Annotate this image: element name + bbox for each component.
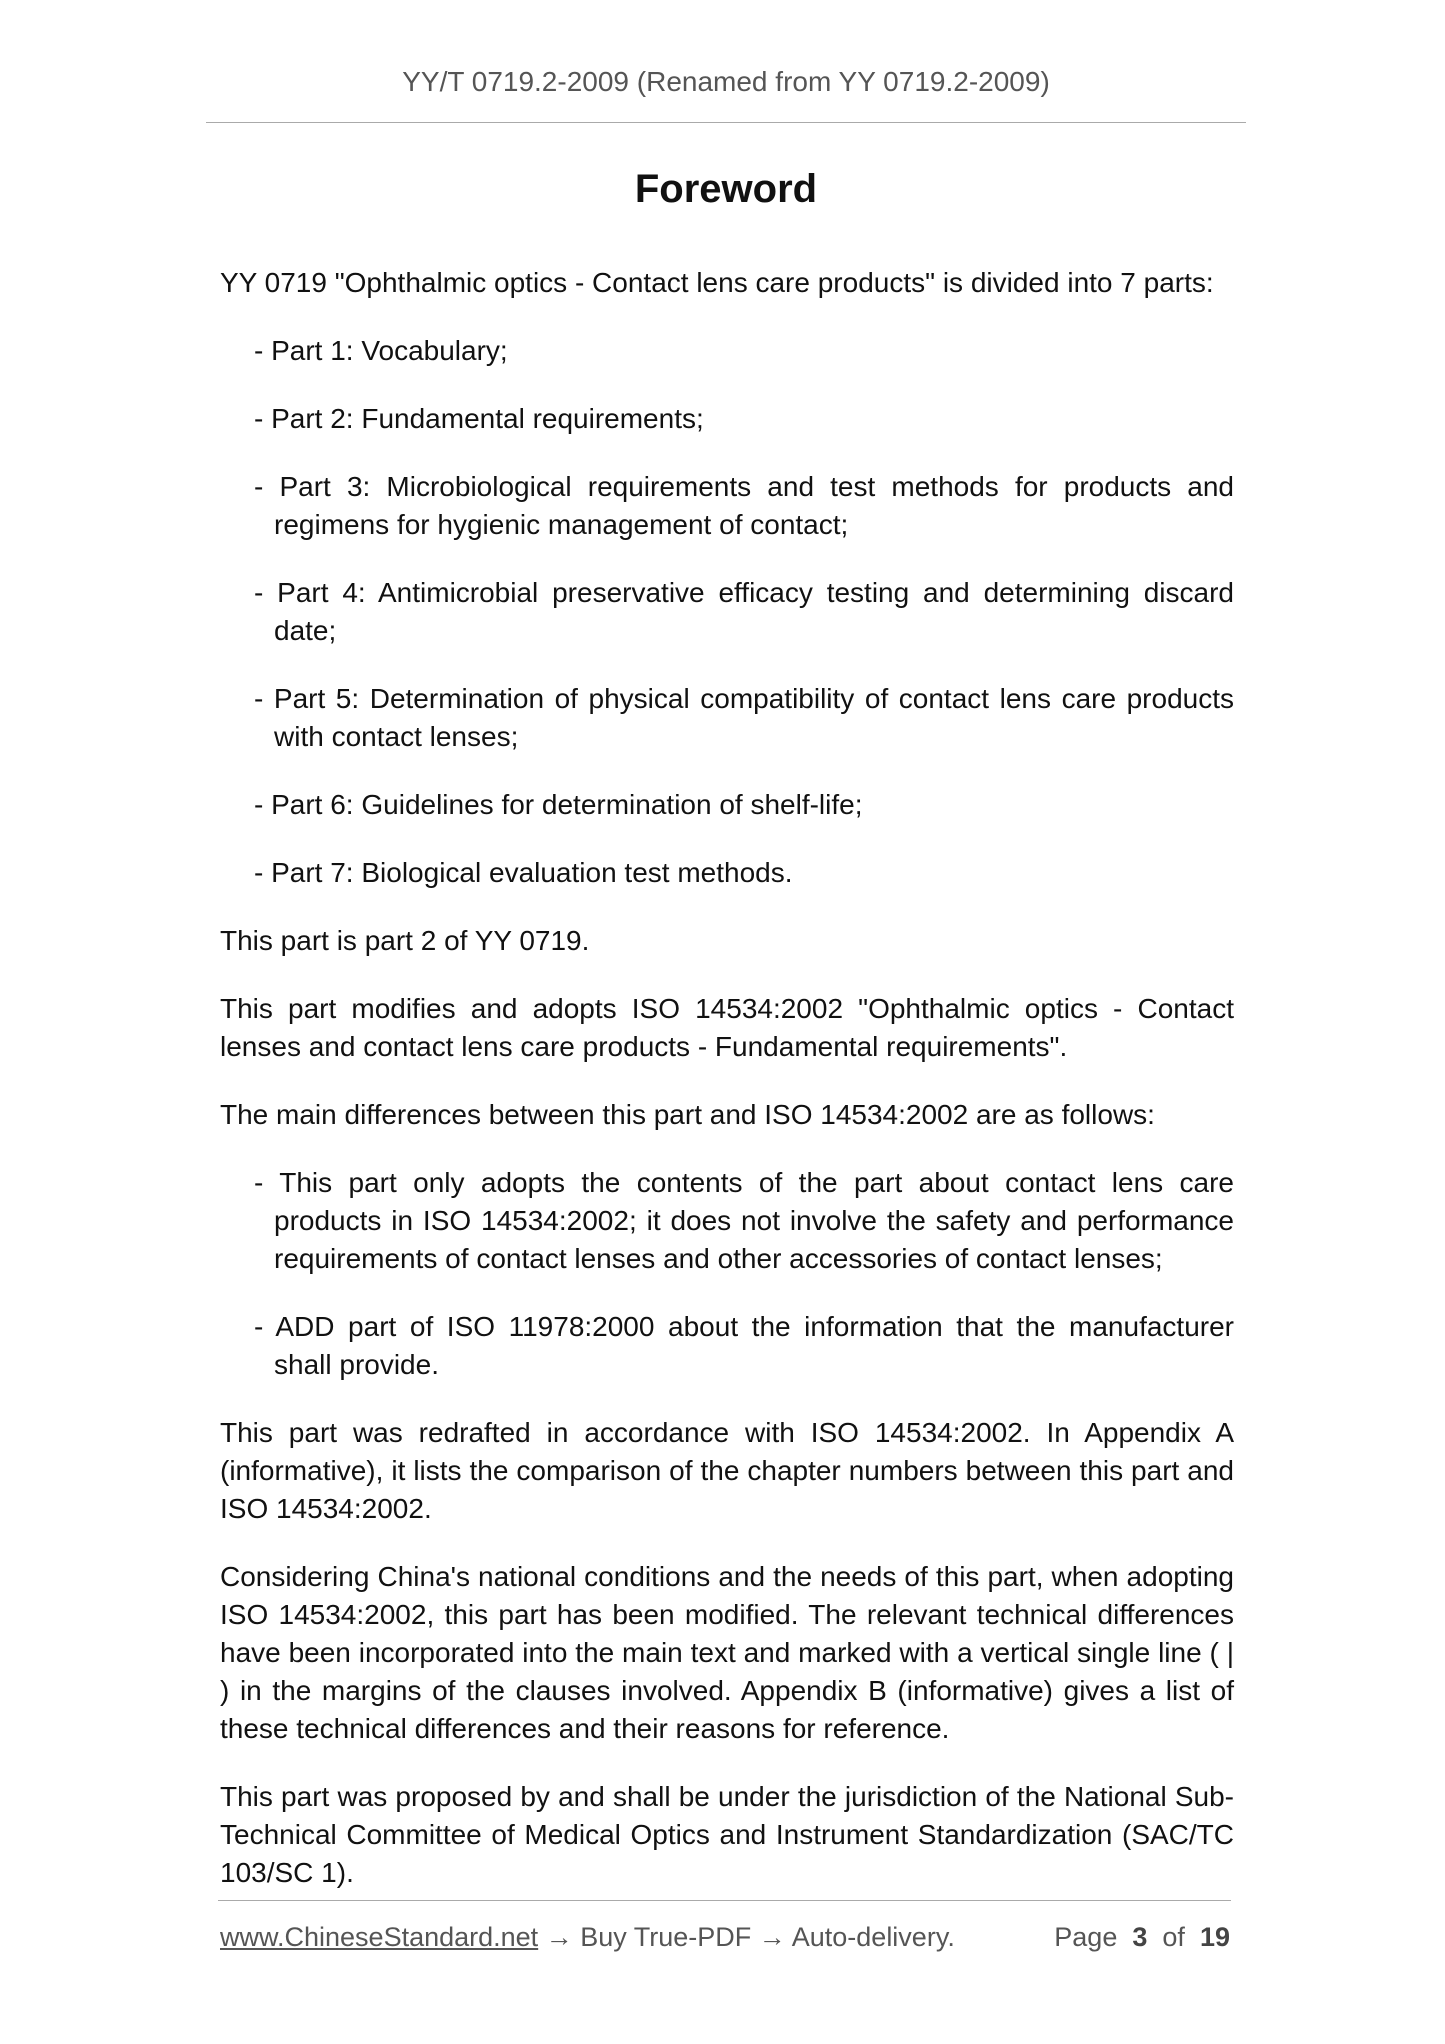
proposed-paragraph: This part was proposed by and shall be under the jurisdiction of the National Sub-Technical Committee of Medical Optics and Instrument Standardization (SAC/TC 103/SC 1). (220, 1781, 1234, 1888)
list-item-part-4: - Part 4: Antimicrobial preservative efficacy testing and determining discard date; (254, 577, 1234, 646)
footer-promo-text: → Buy True-PDF → Auto-delivery. (538, 1922, 955, 1952)
list-item-difference-1: - This part only adopts the contents of the part about contact lens care products in ISO 14534:2002; it does not involve the safety and performance requirements of contact lenses and other accessories of contact lenses; (254, 1167, 1234, 1274)
running-header: YY/T 0719.2-2009 (Renamed from YY 0719.2-2009) (402, 66, 1050, 97)
redrafted-paragraph: This part was redrafted in accordance with ISO 14534:2002. In Appendix A (informative), it lists the comparison of the chapter numbers between this part and ISO 14534:2002. (220, 1417, 1234, 1524)
intro-paragraph: YY 0719 "Ophthalmic optics - Contact lens care products" is divided into 7 parts: (220, 267, 1214, 298)
header-divider (206, 122, 1246, 123)
page-label: Page (1054, 1922, 1118, 1952)
list-item-part-3: - Part 3: Microbiological requirements and test methods for products and regimens for hygienic management of contact; (254, 471, 1234, 540)
considering-paragraph: Considering China's national conditions and the needs of this part, when adopting ISO 14534:2002, this part has been modified. The relevant technical differences have been incorporated into the main text and marked with a vertical single line ( | ) in the margins of the clauses involved. Appendix B (informative) gives a list of these technical differences and their reasons for reference. (220, 1561, 1234, 1744)
footer-promo (220, 1922, 955, 1953)
page-number (1054, 1922, 1230, 1953)
list-item-part-2: - Part 2: Fundamental requirements; (254, 403, 704, 434)
list-item-part-6: - Part 6: Guidelines for determination of shelf-life; (254, 789, 863, 820)
footer-divider (218, 1900, 1231, 1901)
document-body (220, 264, 1234, 1922)
differences-intro-paragraph: The main differences between this part and ISO 14534:2002 are as follows: (220, 1099, 1155, 1130)
list-item-part-7: - Part 7: Biological evaluation test methods. (254, 857, 793, 888)
total-pages: 19 (1199, 1922, 1230, 1952)
website-link[interactable]: www.ChineseStandard.net (220, 1922, 539, 1952)
list-item-part-1: - Part 1: Vocabulary; (254, 335, 508, 366)
page-of-label: of (1162, 1922, 1185, 1952)
current-page: 3 (1132, 1922, 1148, 1952)
list-item-difference-2: - ADD part of ISO 11978:2000 about the information that the manufacturer shall provide. (254, 1311, 1234, 1380)
adopts-paragraph: This part modifies and adopts ISO 14534:2002 "Ophthalmic optics - Contact lenses and contact lens care products - Fundamental requirements". (220, 993, 1234, 1062)
page-title: Foreword (634, 167, 818, 211)
page-footer (220, 1922, 1230, 1962)
list-item-part-5: - Part 5: Determination of physical compatibility of contact lens care products with contact lenses; (254, 683, 1234, 752)
part2-paragraph: This part is part 2 of YY 0719. (220, 925, 590, 956)
